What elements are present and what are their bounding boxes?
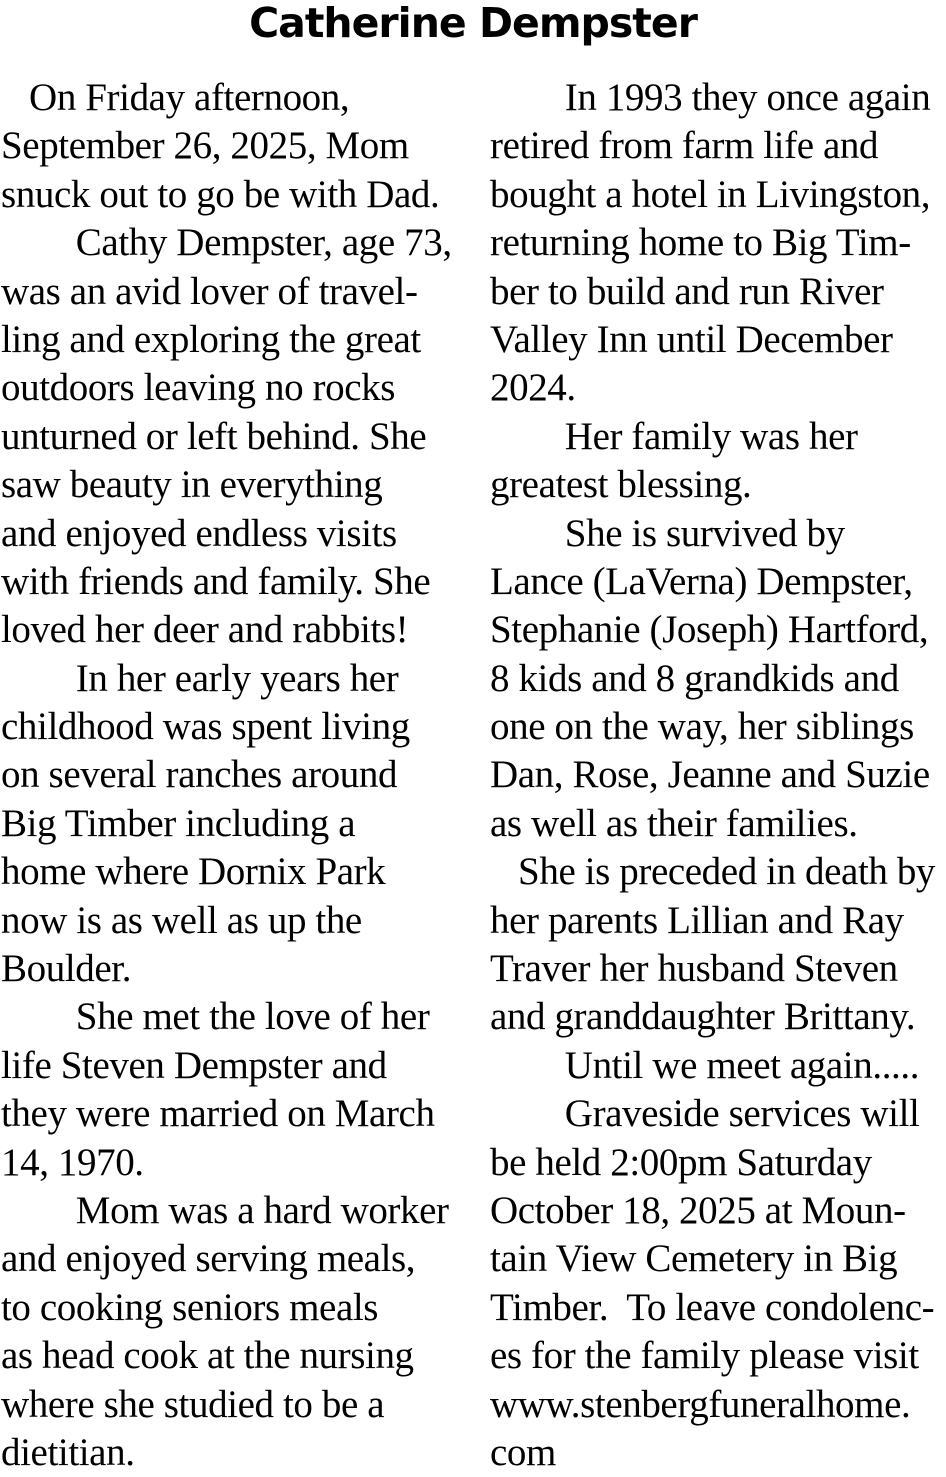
text-line: with friends and family. She: [1, 559, 431, 603]
text-line: and enjoyed serving meals,: [1, 1237, 416, 1281]
text-line: as head cook at the nursing: [1, 1334, 414, 1378]
text-line: childhood was spent living: [1, 705, 410, 749]
text-line: Timber. To leave condolenc-: [490, 1285, 935, 1329]
text-line: ber to build and run River: [490, 269, 884, 313]
text-line: 14, 1970.: [1, 1140, 144, 1184]
text-line: tain View Cemetery in Big: [490, 1237, 898, 1281]
text-line: loved her deer and rabbits!: [1, 608, 409, 652]
text-line: saw beauty in everything: [1, 463, 383, 507]
text-line: Cathy Dempster, age 73,: [1, 221, 452, 265]
text-line: on several ranches around: [1, 753, 398, 797]
text-line: 8 kids and 8 grandkids and: [490, 656, 899, 700]
text-line: es for the family please visit: [490, 1334, 919, 1378]
text-line: dietitian.: [1, 1430, 135, 1474]
text-line: they were married on March: [1, 1092, 435, 1136]
text-line: October 18, 2025 at Moun-: [490, 1188, 906, 1232]
text-line: Valley Inn until December: [490, 317, 893, 361]
text-line: Boulder.: [1, 947, 132, 991]
text-line: Her family was her: [490, 414, 858, 458]
text-line: life Steven Dempster and: [1, 1043, 387, 1087]
text-line: snuck out to go be with Dad.: [1, 172, 440, 216]
left-column: [1, 74, 459, 1477]
text-line: Mom was a hard worker: [1, 1188, 449, 1232]
text-line: She is survived by: [490, 511, 845, 555]
text-line: outdoors leaving no rocks: [1, 366, 396, 410]
text-line: her parents Lillian and Ray: [490, 898, 904, 942]
text-line: com: [490, 1430, 556, 1474]
text-line: and enjoyed endless visits: [1, 511, 397, 555]
text-line: September 26, 2025, Mom: [1, 124, 409, 168]
text-line: bought a hotel in Livingston,: [490, 172, 931, 216]
text-line: Lance (LaVerna) Dempster,: [490, 559, 913, 603]
text-line: to cooking seniors meals: [1, 1285, 379, 1329]
text-line: was an avid lover of travel-: [1, 269, 418, 313]
text-line: Until we meet again.....: [490, 1043, 920, 1087]
text-line: Graveside services will: [490, 1092, 920, 1136]
text-line: one on the way, her siblings: [490, 705, 914, 749]
text-line: Stephanie (Joseph) Hartford,: [490, 608, 929, 652]
text-line: retired from farm life and: [490, 124, 879, 168]
text-line: She is preceded in death by: [490, 850, 936, 894]
text-line: 2024.: [490, 366, 576, 410]
obituary-title: Catherine Dempster: [249, 0, 697, 47]
text-line: www.stenbergfuneralhome.: [490, 1382, 911, 1426]
text-line: where she studied to be a: [1, 1382, 385, 1426]
text-line: In her early years her: [1, 656, 399, 700]
right-column: [490, 74, 946, 1477]
text-line: unturned or left behind. She: [1, 414, 427, 458]
text-line: Traver her husband Steven: [490, 947, 898, 991]
text-line: Dan, Rose, Jeanne and Suzie: [490, 753, 930, 797]
text-line: Big Timber including a: [1, 801, 356, 845]
text-line: She met the love of her: [1, 995, 430, 1039]
text-line: greatest blessing.: [490, 463, 752, 507]
text-line: be held 2:00pm Saturday: [490, 1140, 872, 1184]
text-line: now is as well as up the: [1, 898, 362, 942]
text-line: returning home to Big Tim-: [490, 221, 911, 265]
text-line: home where Dornix Park: [1, 850, 386, 894]
text-line: On Friday afternoon,: [1, 76, 350, 119]
text-line: In 1993 they once again: [490, 76, 931, 119]
text-line: as well as their families.: [490, 801, 858, 845]
text-line: ling and exploring the great: [1, 317, 421, 361]
text-line: and granddaughter Brittany.: [490, 995, 916, 1039]
